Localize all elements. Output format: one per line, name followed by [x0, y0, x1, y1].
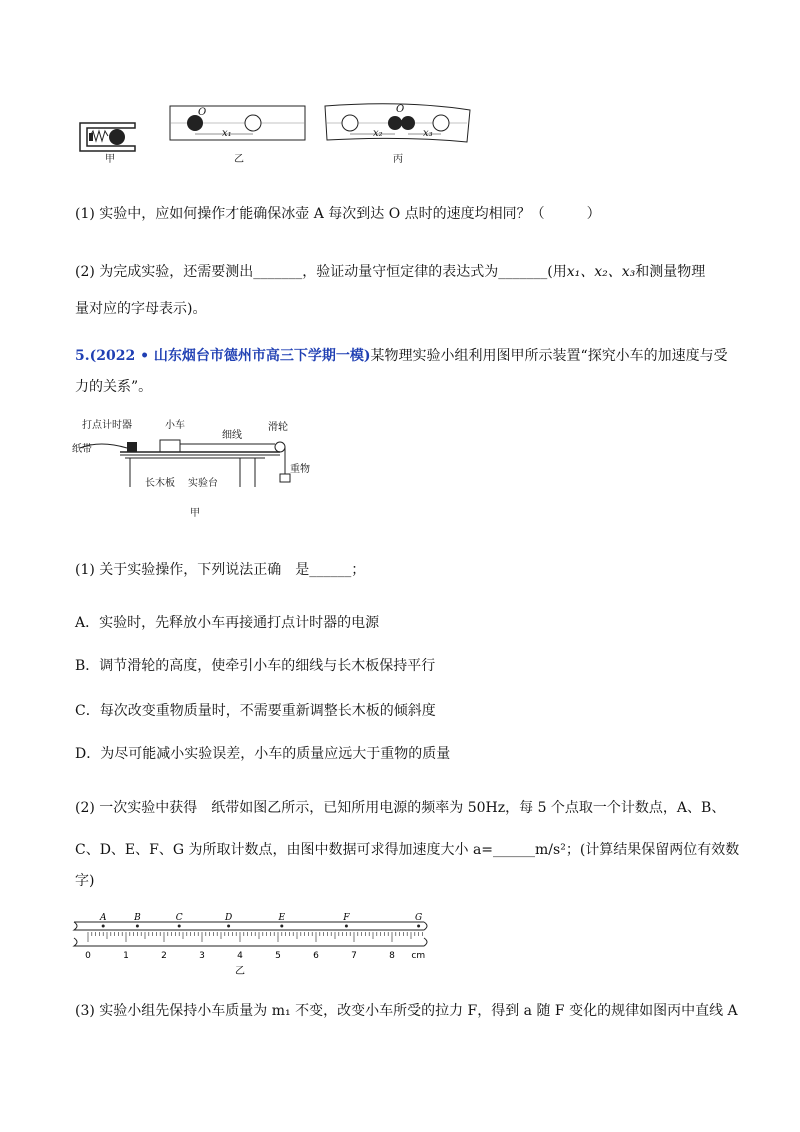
q5-question2-line3: 字) — [75, 873, 95, 889]
ruler-unit: cm — [411, 951, 426, 961]
q5-intro-line1 — [75, 346, 728, 366]
ruler-label-0: 0 — [85, 951, 91, 961]
ruler-label-1: 1 — [123, 951, 129, 961]
q4-part2-b: 和测量物理 — [635, 264, 706, 280]
label-weight: 重物 — [290, 464, 310, 475]
caption-apparatus: 甲 — [190, 508, 200, 519]
ruler-label-4: 4 — [237, 951, 243, 961]
count-point-G — [417, 925, 420, 928]
count-point-F — [345, 925, 348, 928]
figure-jia — [80, 123, 135, 151]
q5-question2-line1: (2) 一次实验中获得 纸带如图乙所示，已知所用电源的频率为 50Hz，每 5 个点取一个计数点，A、B、 — [75, 800, 726, 816]
label-timer: 打点计时器 — [82, 420, 132, 431]
q5-option-d: D．为尽可能减小实验误差，小车的质量应远大于重物的质量 — [75, 746, 451, 762]
q5-question2-line2: C、D、E、F、G 为所取计数点，由图中数据可求得加速度大小 a=______m/s²；(计算结果保留两位有效数 — [75, 842, 740, 858]
label-x1-yi: x₁ — [222, 128, 232, 139]
count-label-A: A — [99, 913, 107, 923]
label-x2-bing: x₂ — [373, 128, 383, 139]
label-o-bing: O — [396, 104, 405, 115]
label-x3-bing: x₃ — [423, 128, 433, 139]
q5-intro: 某物理实验小组利用图甲所示装置“探究小车的加速度与受 — [370, 348, 728, 364]
tape-top — [74, 922, 427, 930]
label-table: 实验台 — [188, 478, 218, 489]
label-tape: 纸带 — [72, 444, 92, 455]
count-label-E: E — [278, 913, 286, 923]
count-label-D: D — [224, 913, 233, 923]
q4-part2-line2: 量对应的字母表示)。 — [75, 301, 207, 317]
label-car: 小车 — [165, 420, 185, 431]
q4-part1: (1) 实验中，应如何操作才能确保冰壶 A 每次到达 O 点时的速度均相同？（ ） — [75, 206, 601, 222]
caption-bing: 丙 — [393, 154, 403, 165]
q5-option-c: C．每次改变重物质量时，不需要重新调整长木板的倾斜度 — [75, 703, 436, 719]
ruler-label-5: 5 — [275, 951, 281, 961]
count-point-B — [136, 925, 139, 928]
count-point-D — [227, 925, 230, 928]
count-point-C — [178, 925, 181, 928]
q5-question3: (3) 实验小组先保持小车质量为 m₁ 不变，改变小车所受的拉力 F，得到 a 随 F 变化的规律如图丙中直线 A — [75, 1003, 738, 1019]
tape-bottom — [74, 938, 427, 946]
ruler-label-8: 8 — [389, 951, 395, 961]
label-o-yi: O — [198, 107, 207, 118]
q4-part2-vars: x₁、x₂、x₃ — [566, 264, 636, 280]
ruler-label-2: 2 — [161, 951, 167, 961]
caption-yi: 乙 — [234, 154, 244, 165]
count-point-E — [280, 925, 283, 928]
count-point-A — [102, 925, 105, 928]
label-string: 细线 — [222, 430, 242, 441]
ruler-label-6: 6 — [313, 951, 319, 961]
count-label-B: B — [134, 913, 141, 923]
q5-source: 5.(2022 • 山东烟台市德州市高三下学期一模) — [75, 348, 371, 364]
q5-option-b: B．调节滑轮的高度，使牵引小车的细线与长木板保持平行 — [75, 658, 436, 674]
label-board: 长木板 — [145, 478, 175, 489]
q4-part2-a: (2) 为完成实验，还需要测出_______，验证动量守恒定律的表达式为_______(用 — [75, 264, 567, 280]
label-pulley: 滑轮 — [268, 422, 288, 433]
ruler-label-7: 7 — [351, 951, 357, 961]
figure-yi — [170, 106, 305, 140]
q5-option-a: A．实验时，先释放小车再接通打点计时器的电源 — [75, 615, 380, 631]
q4-part2-line1 — [75, 262, 705, 282]
q5-question1: (1) 关于实验操作，下列说法正确 是______； — [75, 562, 366, 578]
q5-intro-line2: 力的关系”。 — [75, 379, 153, 395]
ruler-label-3: 3 — [199, 951, 205, 961]
caption-jia: 甲 — [105, 154, 115, 165]
caption-ruler: 乙 — [235, 966, 245, 977]
count-label-C: C — [175, 913, 183, 923]
figure-ruler — [72, 912, 432, 977]
count-label-F: F — [343, 913, 350, 923]
count-label-G: G — [414, 913, 423, 923]
